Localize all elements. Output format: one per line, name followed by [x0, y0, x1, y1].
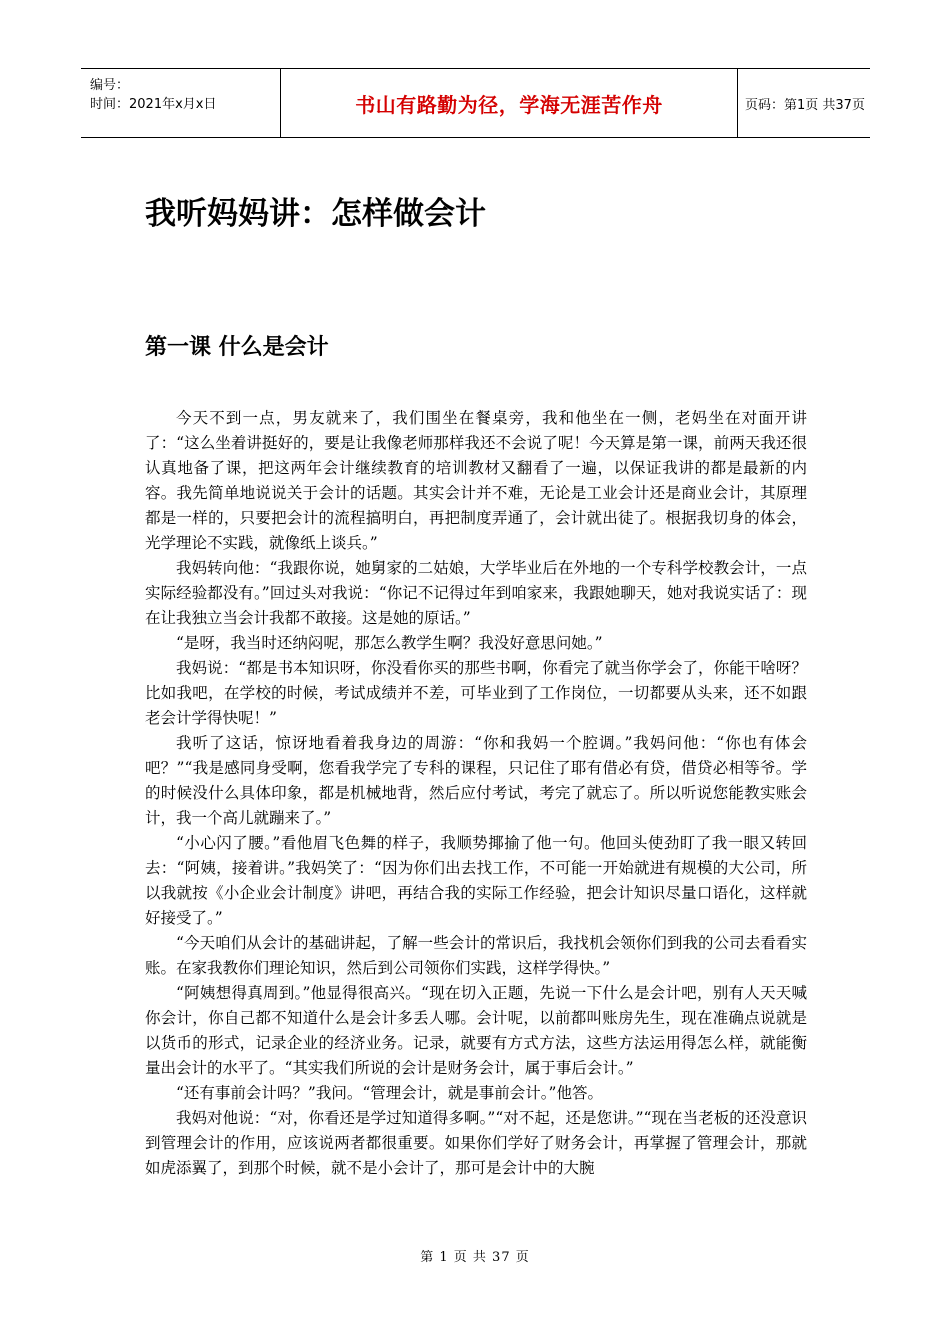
paragraph: 我妈对他说：“对，你看还是学过知道得多啊。”“对不起，还是您讲。”“现在当老板的还没意识到管理会计的作用，应该说两者都很重要。如果你们学好了财务会计，再掌握了管理会计，那就如虎添翼了，到那个时候，就不是小会计了，那可是会计中的大腕 [145, 1109, 807, 1177]
paragraph: 我妈转向他：“我跟你说，她舅家的二姑娘，大学毕业后在外地的一个专科学校教会计，一点实际经验都没有。”回过头对我说：“你记不记得过年到咱家来，我跟她聊天，她对我说实话了：现在让我独立当会计我都不敢接。这是她的原话。” [145, 559, 807, 627]
paragraph: 今天不到一点，男友就来了，我们围坐在餐桌旁，我和他坐在一侧，老妈坐在对面开讲了：“这么坐着讲挺好的，要是让我像老师那样我还不会说了呢！今天算是第一课，前两天我还很认真地备了课，把这两年会计继续教育的培训教材又翻看了一遍，以保证我讲的都是最新的内容。我先简单地说说关于会计的话题。其实会计并不难，无论是工业会计还是商业会计，其原理都是一样的，只要把会计的流程搞明白，再把制度弄通了，会计就出徒了。根据我切身的体会，光学理论不实践，就像纸上谈兵。” [145, 409, 807, 552]
paragraph: “今天咱们从会计的基础讲起，了解一些会计的常识后，我找机会领你们到我的公司去看看实账。在家我教你们理论知识，然后到公司领你们实践，这样学得快。” [145, 934, 807, 977]
body-text [145, 406, 807, 1181]
document-header [81, 68, 870, 138]
header-meta-cell [81, 69, 281, 137]
time-label: 时间：2021年x月x日 [90, 97, 217, 112]
page-number-label: 页码：第1页 共37页 [745, 97, 865, 113]
page-footer: 第 1 页 共 37 页 [420, 1250, 530, 1265]
serial-number-label: 编号： [90, 78, 130, 93]
paragraph: 我听了这话，惊讶地看着我身边的周游：“你和我妈一个腔调。”我妈问他：“你也有体会吧？”“我是感同身受啊，您看我学完了专科的课程，只记住了耶有借必有贷，借贷必相等爷。学的时候没什么具体印象，都是机械地背，然后应付考试，考完了就忘了。所以听说您能教实账会计，我一个高儿就蹦来了。” [145, 734, 807, 827]
document-title: 我听妈妈讲：怎样做会计 [145, 196, 486, 232]
paragraph: “阿姨想得真周到。”他显得很高兴。“现在切入正题，先说一下什么是会计吧，别有人天天喊你会计，你自己都不知道什么是会计多丢人哪。会计呢，以前都叫账房先生，现在准确点说就是以货币的形式，记录企业的经济业务。记录，就要有方式方法，这些方法运用得怎么样，就能衡量出会计的水平了。“其实我们所说的会计是财务会计，属于事后会计。” [145, 984, 807, 1077]
header-motto-cell [281, 69, 738, 137]
header-page-cell [738, 69, 870, 137]
paragraph: “是呀，我当时还纳闷呢，那怎么教学生啊？我没好意思问她。” [176, 634, 603, 652]
lesson-heading: 第一课 什么是会计 [145, 335, 329, 360]
paragraph: “小心闪了腰。”看他眉飞色舞的样子，我顺势揶揄了他一句。他回头使劲盯了我一眼又转回去：“阿姨，接着讲。”我妈笑了：“因为你们出去找工作，不可能一开始就进有规模的大公司，所以我就按《小企业会计制度》讲吧，再结合我的实际工作经验，把会计知识尽量口语化，这样就好接受了。” [145, 834, 807, 927]
paragraph: 我妈说：“都是书本知识呀，你没看你买的那些书啊，你看完了就当你学会了，你能干啥呀？比如我吧，在学校的时候，考试成绩并不差，可毕业到了工作岗位，一切都要从头来，还不如跟老会计学得快呢！” [145, 659, 807, 727]
paragraph: “还有事前会计吗？”我问。“管理会计，就是事前会计。”他答。 [176, 1084, 603, 1102]
motto-text: 书山有路勤为径，学海无涯苦作舟 [355, 92, 663, 117]
